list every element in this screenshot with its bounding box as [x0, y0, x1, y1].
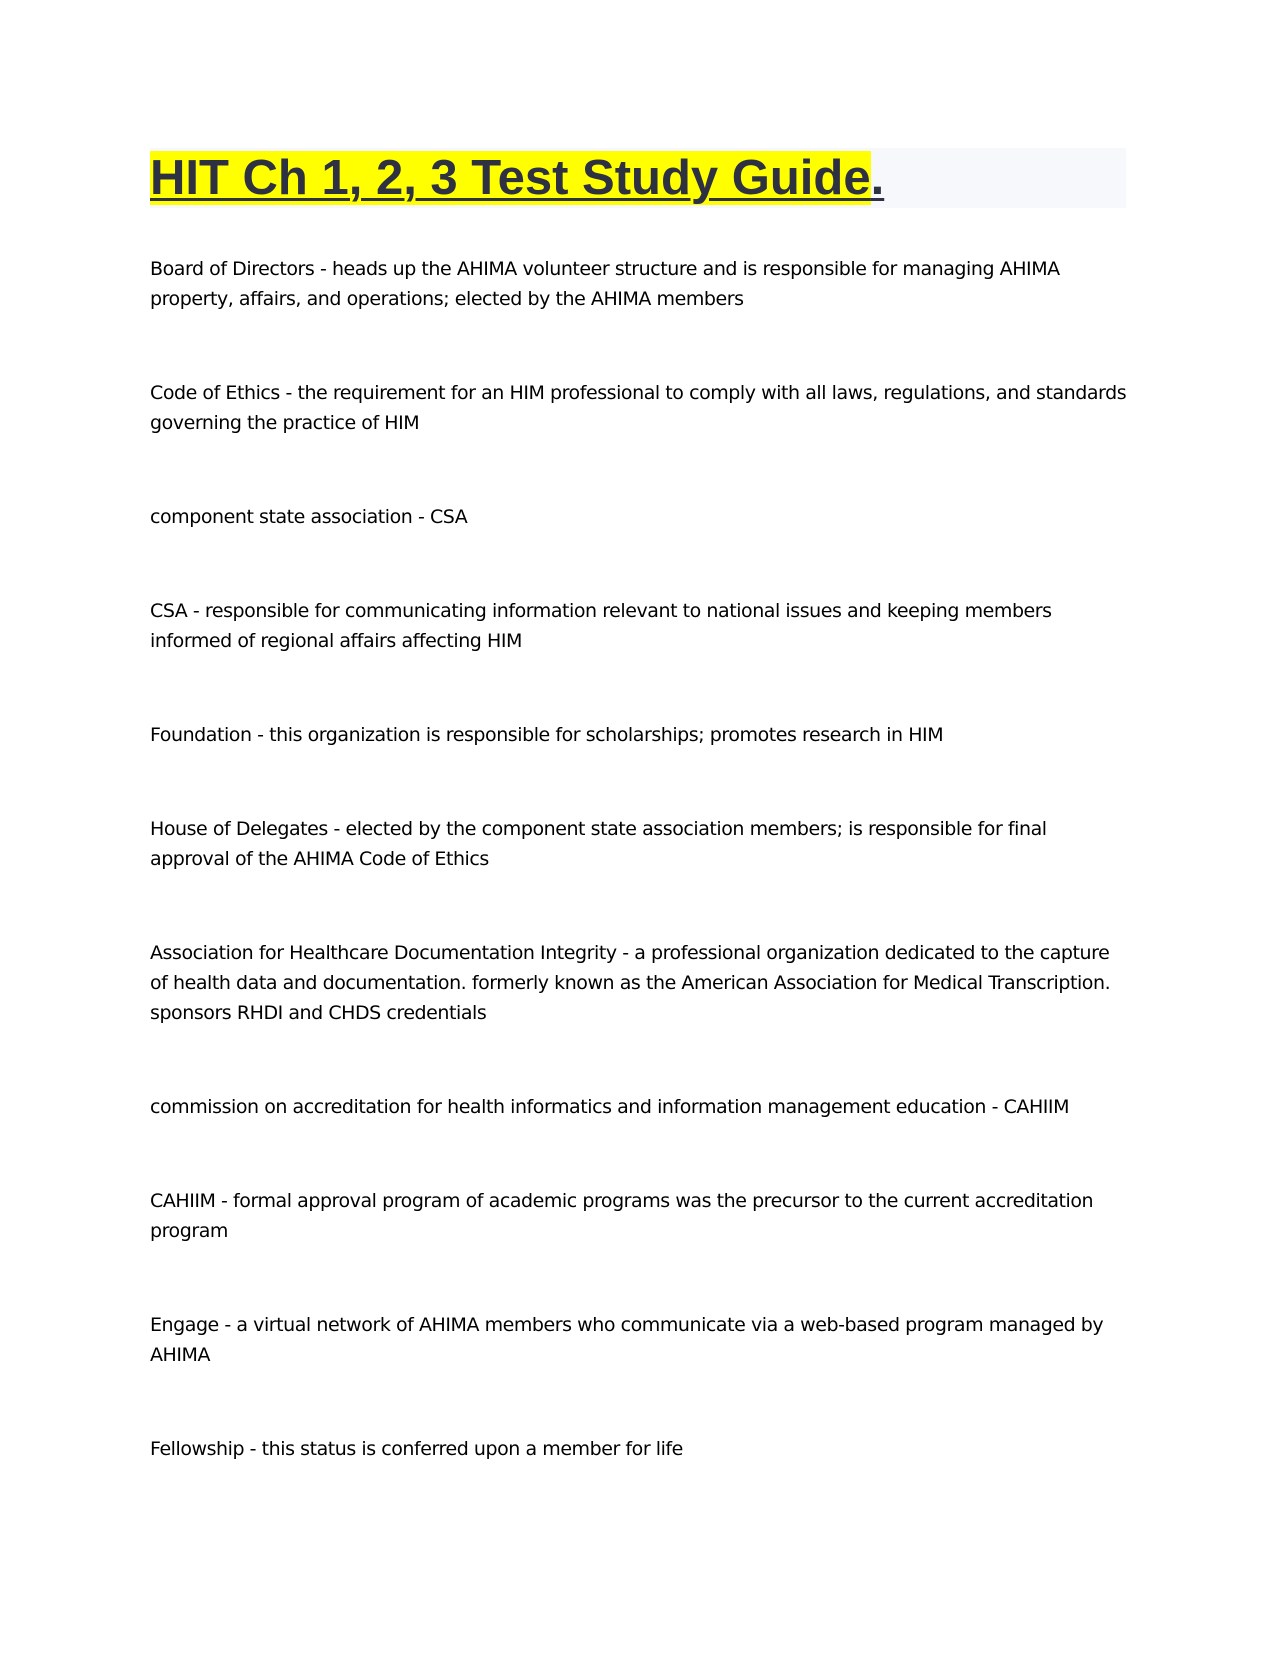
- entry-list: [150, 254, 1130, 1528]
- list-item: component state association - CSA: [150, 506, 468, 528]
- list-item: Code of Ethics - the requirement for an HIM professional to comply with all laws, regulations, and standards governing the practice of HIM: [150, 382, 1127, 434]
- list-item: Association for Healthcare Documentation Integrity - a professional organization dedicated to the capture of health data and documentation. formerly known as the American Association for Medical Transcription. sponsors RHDI and CHDS credentials: [150, 942, 1111, 1024]
- list-item: Foundation - this organization is responsible for scholarships; promotes research in HIM: [150, 724, 944, 746]
- list-item: CAHIIM - formal approval program of academic programs was the precursor to the current accreditation program: [150, 1190, 1094, 1242]
- list-item: CSA - responsible for communicating information relevant to national issues and keeping members informed of regional affairs affecting HIM: [150, 600, 1052, 652]
- document-title: [150, 148, 884, 208]
- list-item: House of Delegates - elected by the component state association members; is responsible for final approval of the AHIMA Code of Ethics: [150, 818, 1047, 870]
- list-item: Engage - a virtual network of AHIMA members who communicate via a web-based program managed by AHIMA: [150, 1314, 1104, 1366]
- list-item: Fellowship - this status is conferred upon a member for life: [150, 1438, 683, 1460]
- list-item: commission on accreditation for health informatics and information management education - CAHIIM: [150, 1096, 1070, 1118]
- document-title-period: .: [870, 151, 885, 205]
- list-item: Board of Directors - heads up the AHIMA volunteer structure and is responsible for managing AHIMA property, affairs, and operations; elected by the AHIMA members: [150, 258, 1060, 310]
- document-title-text: HIT Ch 1, 2, 3 Test Study Guide: [150, 151, 871, 205]
